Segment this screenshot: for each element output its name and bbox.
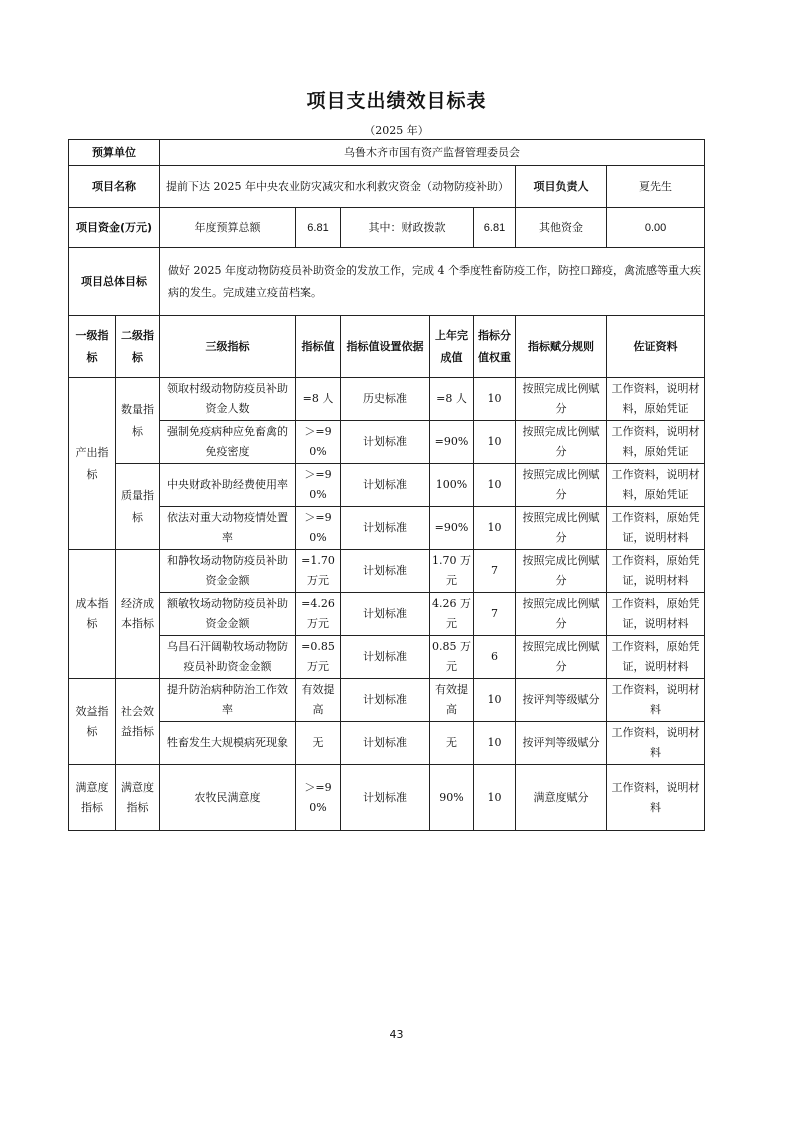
document-year: （2025 年） bbox=[364, 124, 429, 137]
indicator-value: 无 bbox=[296, 722, 341, 765]
indicator-evidence: 工作资料，说明材料，原始凭证 bbox=[607, 464, 705, 507]
page-number: 43 bbox=[389, 1028, 404, 1041]
header-value: 指标值 bbox=[296, 316, 341, 378]
header-weight: 指标分值权重 bbox=[474, 316, 516, 378]
indicator-rule: 按评判等级赋分 bbox=[516, 679, 607, 722]
overall-goal-label: 项目总体目标 bbox=[69, 248, 160, 316]
table-row bbox=[69, 722, 705, 765]
header-basis: 指标值设置依据 bbox=[341, 316, 430, 378]
project-leader-label: 项目负责人 bbox=[516, 166, 607, 208]
indicator-value: =0.85 万元 bbox=[296, 636, 341, 679]
indicator-last-year: 无 bbox=[430, 722, 474, 765]
indicator-basis: 历史标准 bbox=[341, 378, 430, 421]
indicator-basis: 计划标准 bbox=[341, 550, 430, 593]
indicator-rule: 满意度赋分 bbox=[516, 765, 607, 831]
indicator-basis: 计划标准 bbox=[341, 722, 430, 765]
overall-goal-text: 做好 2025 年度动物防疫员补助资金的发放工作，完成 4 个季度牲畜防疫工作，防控口蹄疫，禽流感等重大疾病的发生。完成建立疫苗档案。 bbox=[160, 248, 705, 316]
indicator-rule: 按照完成比例赋分 bbox=[516, 593, 607, 636]
annual-budget-value: 6.81 bbox=[296, 208, 341, 248]
header-level3: 三级指标 bbox=[160, 316, 296, 378]
table-row bbox=[69, 464, 705, 507]
indicator-last-year: 1.70 万元 bbox=[430, 550, 474, 593]
table-row bbox=[69, 636, 705, 679]
indicator-rule: 按照完成比例赋分 bbox=[516, 636, 607, 679]
project-name-value: 提前下达 2025 年中央农业防灾减灾和水利救灾资金（动物防疫补助） bbox=[160, 166, 516, 208]
header-evidence: 佐证资料 bbox=[607, 316, 705, 378]
table-row bbox=[69, 507, 705, 550]
indicator-name: 农牧民满意度 bbox=[160, 765, 296, 831]
indicator-name: 强制免疫病种应免畜禽的免疫密度 bbox=[160, 421, 296, 464]
indicator-weight: 10 bbox=[474, 421, 516, 464]
indicator-weight: 6 bbox=[474, 636, 516, 679]
funds-label: 项目资金(万元) bbox=[69, 208, 160, 248]
indicator-basis: 计划标准 bbox=[341, 593, 430, 636]
table-row bbox=[69, 550, 705, 593]
level1-benefit: 效益指标 bbox=[69, 679, 116, 765]
indicator-name: 乌昌石汗阔勒牧场动物防疫员补助资金金额 bbox=[160, 636, 296, 679]
level2-economic-cost: 经济成本指标 bbox=[116, 550, 160, 679]
indicator-name: 提升防治病种防治工作效率 bbox=[160, 679, 296, 722]
indicator-rule: 按照完成比例赋分 bbox=[516, 550, 607, 593]
indicator-last-year: 90% bbox=[430, 765, 474, 831]
level2-satisfaction: 满意度指标 bbox=[116, 765, 160, 831]
indicator-evidence: 工作资料，说明材料 bbox=[607, 679, 705, 722]
level2-quantity: 数量指标 bbox=[116, 378, 160, 464]
indicator-basis: 计划标准 bbox=[341, 464, 430, 507]
indicator-value: ＞=90% bbox=[296, 507, 341, 550]
indicator-value: =8 人 bbox=[296, 378, 341, 421]
indicator-last-year: 有效提高 bbox=[430, 679, 474, 722]
project-name-label: 项目名称 bbox=[69, 166, 160, 208]
header-level2: 二级指标 bbox=[116, 316, 160, 378]
indicator-last-year: 100% bbox=[430, 464, 474, 507]
document-title: 项目支出绩效目标表 bbox=[306, 90, 487, 112]
indicator-last-year: 0.85 万元 bbox=[430, 636, 474, 679]
table-row bbox=[69, 378, 705, 421]
indicator-name: 牲畜发生大规模病死现象 bbox=[160, 722, 296, 765]
indicator-rule: 按照完成比例赋分 bbox=[516, 507, 607, 550]
level1-cost: 成本指标 bbox=[69, 550, 116, 679]
fiscal-label: 其中：财政拨款 bbox=[341, 208, 474, 248]
indicator-rule: 按照完成比例赋分 bbox=[516, 421, 607, 464]
indicator-basis: 计划标准 bbox=[341, 679, 430, 722]
indicator-evidence: 工作资料，说明材料，原始凭证 bbox=[607, 421, 705, 464]
level2-social-benefit: 社会效益指标 bbox=[116, 679, 160, 765]
level1-satisfaction: 满意度指标 bbox=[69, 765, 116, 831]
indicator-name: 中央财政补助经费使用率 bbox=[160, 464, 296, 507]
indicator-weight: 10 bbox=[474, 679, 516, 722]
other-funds-label: 其他资金 bbox=[516, 208, 607, 248]
indicator-weight: 7 bbox=[474, 593, 516, 636]
table-row bbox=[69, 765, 705, 831]
unit-value: 乌鲁木齐市国有资产监督管理委员会 bbox=[160, 140, 705, 166]
indicator-last-year: 4.26 万元 bbox=[430, 593, 474, 636]
indicator-evidence: 工作资料，原始凭证，说明材料 bbox=[607, 550, 705, 593]
indicator-value: ＞=90% bbox=[296, 765, 341, 831]
header-level1: 一级指标 bbox=[69, 316, 116, 378]
indicator-basis: 计划标准 bbox=[341, 636, 430, 679]
indicator-weight: 10 bbox=[474, 765, 516, 831]
indicator-value: =4.26 万元 bbox=[296, 593, 341, 636]
indicator-evidence: 工作资料，原始凭证，说明材料 bbox=[607, 507, 705, 550]
indicator-evidence: 工作资料，说明材料，原始凭证 bbox=[607, 378, 705, 421]
indicator-last-year: =90% bbox=[430, 507, 474, 550]
indicator-value: ＞=90% bbox=[296, 421, 341, 464]
indicator-weight: 7 bbox=[474, 550, 516, 593]
fiscal-value: 6.81 bbox=[474, 208, 516, 248]
indicator-weight: 10 bbox=[474, 464, 516, 507]
header-last-year: 上年完成值 bbox=[430, 316, 474, 378]
indicator-evidence: 工作资料，原始凭证，说明材料 bbox=[607, 593, 705, 636]
indicator-name: 领取村级动物防疫员补助资金人数 bbox=[160, 378, 296, 421]
indicator-basis: 计划标准 bbox=[341, 421, 430, 464]
indicator-rule: 按照完成比例赋分 bbox=[516, 378, 607, 421]
indicator-rule: 按评判等级赋分 bbox=[516, 722, 607, 765]
unit-label: 预算单位 bbox=[69, 140, 160, 166]
performance-target-table bbox=[68, 139, 705, 831]
indicator-evidence: 工作资料，说明材料 bbox=[607, 722, 705, 765]
indicator-name: 额敏牧场动物防疫员补助资金金额 bbox=[160, 593, 296, 636]
project-leader-value: 夏先生 bbox=[607, 166, 705, 208]
indicator-evidence: 工作资料，原始凭证，说明材料 bbox=[607, 636, 705, 679]
level1-output: 产出指标 bbox=[69, 378, 116, 550]
indicator-name: 依法对重大动物疫情处置率 bbox=[160, 507, 296, 550]
indicator-value: ＞=90% bbox=[296, 464, 341, 507]
table-row bbox=[69, 679, 705, 722]
indicator-value: =1.70 万元 bbox=[296, 550, 341, 593]
indicator-evidence: 工作资料，说明材料 bbox=[607, 765, 705, 831]
annual-budget-label: 年度预算总额 bbox=[160, 208, 296, 248]
indicator-name: 和静牧场动物防疫员补助资金金额 bbox=[160, 550, 296, 593]
indicator-basis: 计划标准 bbox=[341, 507, 430, 550]
indicator-weight: 10 bbox=[474, 378, 516, 421]
indicator-value: 有效提高 bbox=[296, 679, 341, 722]
indicator-rule: 按照完成比例赋分 bbox=[516, 464, 607, 507]
indicator-weight: 10 bbox=[474, 722, 516, 765]
indicator-last-year: =8 人 bbox=[430, 378, 474, 421]
level2-quality: 质量指标 bbox=[116, 464, 160, 550]
indicator-weight: 10 bbox=[474, 507, 516, 550]
other-funds-value: 0.00 bbox=[607, 208, 705, 248]
indicator-last-year: =90% bbox=[430, 421, 474, 464]
table-row bbox=[69, 593, 705, 636]
indicator-basis: 计划标准 bbox=[341, 765, 430, 831]
header-rule: 指标赋分规则 bbox=[516, 316, 607, 378]
table-row bbox=[69, 421, 705, 464]
